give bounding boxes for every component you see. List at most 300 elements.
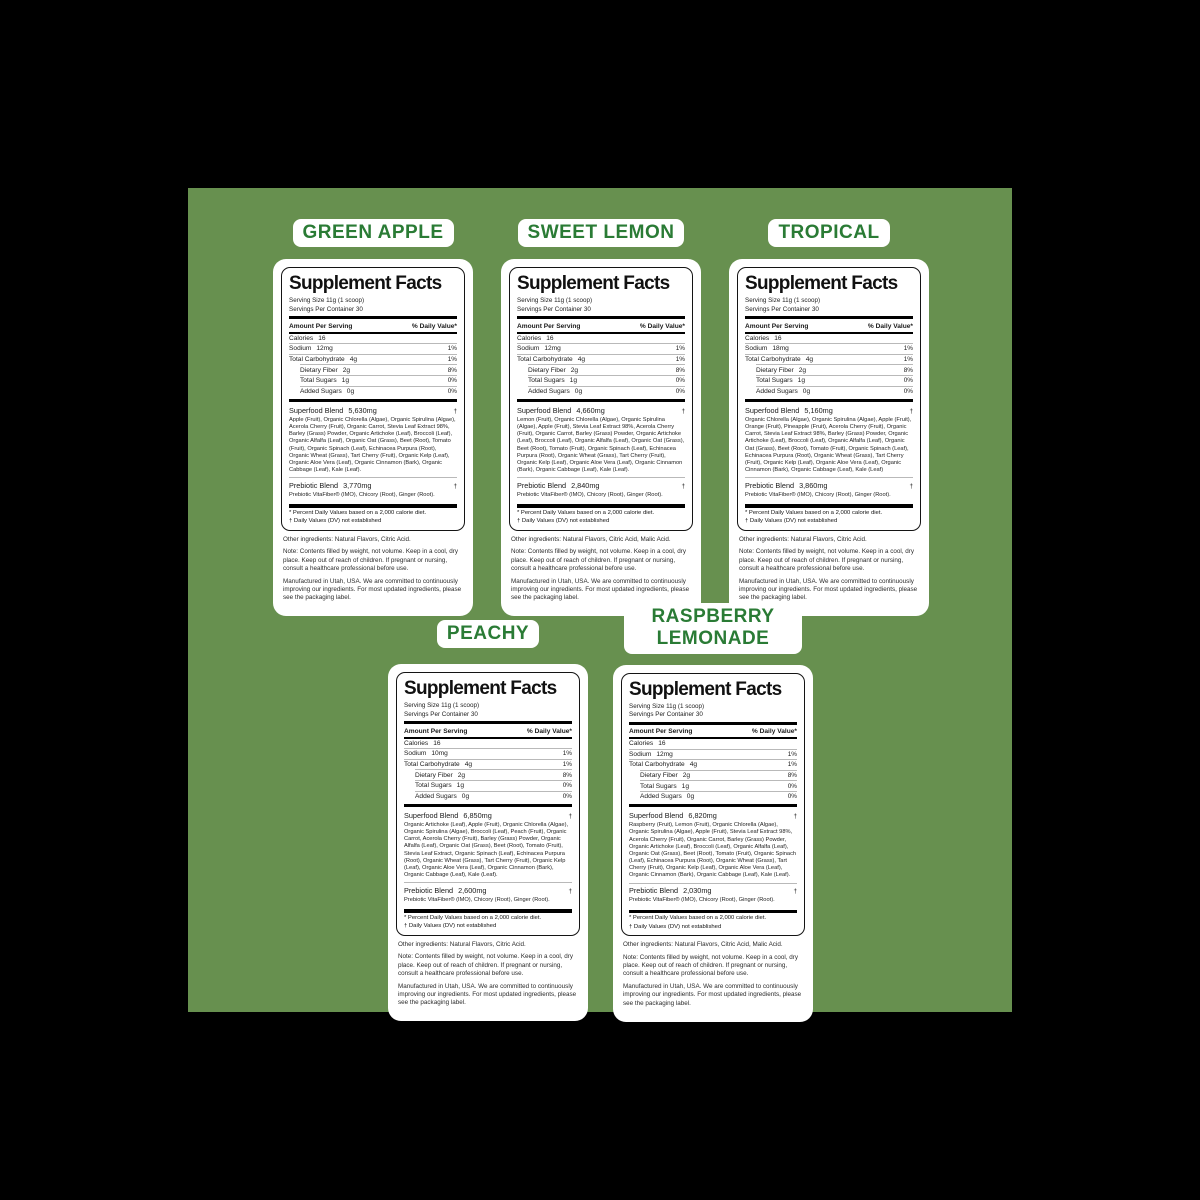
nutrient-label xyxy=(300,388,354,395)
servings-per-container: Servings Per Container 30 xyxy=(745,305,819,313)
label-fine-print xyxy=(281,531,465,603)
nutrient-label xyxy=(289,345,333,352)
blend-section xyxy=(629,883,797,908)
nutrient-row xyxy=(289,343,457,354)
serving-size: Serving Size 11g (1 scoop) xyxy=(289,297,365,305)
nutrient-amount: 12mg xyxy=(316,345,333,353)
thick-rule xyxy=(289,504,457,507)
other-ingredients: Other ingredients: Natural Flavors, Citric Acid. xyxy=(398,940,526,948)
blend-amount: 4,660mg xyxy=(576,405,605,415)
thick-rule xyxy=(404,721,572,724)
nutrient-row xyxy=(640,770,797,781)
blend-sections xyxy=(517,403,685,502)
nutrient-daily-value: 1% xyxy=(447,345,457,353)
thick-rule xyxy=(404,804,572,807)
supplement-facts-panel xyxy=(396,672,580,935)
thick-rule xyxy=(404,909,572,912)
blend-header xyxy=(745,403,913,417)
nutrient-label xyxy=(640,793,694,800)
supplement-facts-panel xyxy=(621,673,805,936)
nutrient-amount: 1g xyxy=(681,782,689,790)
label-fine-print xyxy=(621,936,805,1008)
nutrient-daily-value: 0% xyxy=(675,377,685,385)
blend-label xyxy=(404,811,492,820)
nutrient-row xyxy=(640,791,797,802)
nutrient-name: Calories xyxy=(404,739,429,747)
nutrient-row xyxy=(415,780,572,791)
nutrient-rows xyxy=(404,739,572,802)
note-text: Note: Contents filled by weight, not volume. Keep in a cool, dry place. Keep out of reach of children. If pregnant or nursing, consult a healthcare professional before use. xyxy=(398,953,574,977)
other-ingredients: Other ingredients: Natural Flavors, Citric Acid. xyxy=(283,535,411,543)
nutrient-label xyxy=(404,750,448,757)
nutrient-amount: 10mg xyxy=(431,750,448,758)
manufactured-text: Manufactured in Utah, USA. We are committed to continuously improving our ingredients. For most updated ingredients, please see the packaging label. xyxy=(739,577,918,602)
nutrient-name: Added Sugars xyxy=(300,387,342,395)
nutrient-rows xyxy=(745,334,913,397)
nutrient-daily-value: 0% xyxy=(787,793,797,801)
note-text: Note: Contents filled by weight, not volume. Keep in a cool, dry place. Keep out of reach of children. If pregnant or nursing, consult a healthcare professional before use. xyxy=(739,548,915,572)
thick-rule xyxy=(517,399,685,402)
blend-name: Prebiotic Blend xyxy=(517,480,567,490)
blend-sections xyxy=(289,403,457,502)
nutrient-daily-value: 0% xyxy=(787,782,797,790)
nutrient-row xyxy=(517,334,685,344)
blend-section xyxy=(745,403,913,477)
nutrient-label xyxy=(404,740,441,747)
footnote: * Percent Daily Values based on a 2,000 calorie diet. xyxy=(629,915,767,922)
nutrient-amount: 16 xyxy=(658,740,666,748)
blend-ingredients: Apple (Fruit), Organic Chlorella (Algae), Organic Spirulina (Algae), Acerola Cherry (Fruit), Organic Carrot, Stevia Leaf Extract 98%, Barley (Grass) Powder, Organic Artichoke (Leaf), Broccoli (Leaf), Organic Alfalfa (Leaf), Organic Oat (Grass), Beet (Root), Tomato (Fruit), Organic Spinach (Leaf), Echinacea Purpura (Root), Organic Wheat (Grass), Tart Cherry (Fruit), Organic Kelp (Leaf), Organic Aloe Vera (Leaf), Organic Cinnamon (Bark), Organic Cabbage (Leaf), Kale (Leaf). xyxy=(289,416,456,474)
supplement-card xyxy=(613,665,813,1022)
nutrient-row xyxy=(517,343,685,354)
nutrient-row xyxy=(745,334,913,344)
serving-size: Serving Size 11g (1 scoop) xyxy=(404,702,480,710)
nutrient-daily-value: 8% xyxy=(787,772,797,780)
blend-ingredients: Prebiotic VitaFiber® (IMO), Chicory (Root), Ginger (Root). xyxy=(745,491,891,498)
nutrient-row xyxy=(756,364,913,375)
nutrient-daily-value: 1% xyxy=(903,345,913,353)
blend-name: Prebiotic Blend xyxy=(404,885,454,895)
nutrient-amount: 1g xyxy=(569,377,577,385)
blend-header xyxy=(629,884,797,898)
nutrient-label xyxy=(640,772,690,779)
nutrient-name: Sodium xyxy=(517,345,540,353)
blend-section xyxy=(745,477,913,502)
nutrient-daily-value: 8% xyxy=(447,366,457,374)
nutrient-row xyxy=(415,769,572,780)
footnotes xyxy=(745,509,913,526)
blend-dagger: † xyxy=(909,407,913,415)
nutrient-daily-value: 1% xyxy=(675,345,685,353)
nutrient-amount: 4g xyxy=(464,761,473,769)
nutrient-name: Total Carbohydrate xyxy=(745,356,801,364)
blend-dagger: † xyxy=(568,812,572,820)
blend-name: Superfood Blend xyxy=(289,405,344,415)
nutrient-label xyxy=(629,751,673,758)
nutrient-name: Added Sugars xyxy=(640,793,682,801)
nutrient-label xyxy=(528,377,577,384)
blend-label xyxy=(404,886,487,895)
thick-rule xyxy=(745,504,913,507)
nutrient-name: Added Sugars xyxy=(528,387,570,395)
nutrient-row xyxy=(629,749,797,760)
supplement-facts-title: Supplement Facts xyxy=(404,678,557,700)
blend-amount: 6,820mg xyxy=(688,811,717,821)
blend-dagger: † xyxy=(681,407,685,415)
nutrient-daily-value: 1% xyxy=(675,356,685,364)
flavor-group xyxy=(729,219,929,616)
nutrient-row xyxy=(756,375,913,386)
thick-rule xyxy=(289,316,457,319)
nutrient-row xyxy=(404,759,572,770)
nutrient-name: Calories xyxy=(289,334,314,342)
nutrient-amount: 2g xyxy=(342,366,351,374)
nutrient-label xyxy=(745,345,789,352)
thick-rule xyxy=(517,504,685,507)
blend-label xyxy=(745,481,828,490)
nutrient-amount: 4g xyxy=(349,356,358,364)
blend-amount: 5,630mg xyxy=(348,405,377,415)
daily-value-header: % Daily Value* xyxy=(867,322,913,330)
amount-per-serving-header: Amount Per Serving xyxy=(404,727,468,735)
serving-size: Serving Size 11g (1 scoop) xyxy=(629,702,705,710)
blend-dagger: † xyxy=(453,482,457,490)
blend-amount: 3,860mg xyxy=(799,480,828,490)
blend-section xyxy=(289,403,457,477)
nutrient-row xyxy=(528,364,685,375)
nutrient-name: Total Sugars xyxy=(415,782,452,790)
nutrient-label xyxy=(528,367,578,374)
nutrient-row xyxy=(517,354,685,365)
facts-header-row xyxy=(517,321,685,332)
nutrient-label xyxy=(289,335,326,342)
flavor-title-badge xyxy=(768,219,889,247)
nutrient-daily-value: 0% xyxy=(447,387,457,395)
supplement-facts-panel xyxy=(509,267,693,530)
nutrient-amount: 16 xyxy=(546,334,554,342)
nutrient-amount: 0g xyxy=(802,387,811,395)
blend-label xyxy=(745,406,833,415)
nutrient-daily-value: 8% xyxy=(562,771,572,779)
servings-per-container: Servings Per Container 30 xyxy=(629,710,703,718)
label-fine-print xyxy=(396,936,580,1008)
nutrient-label xyxy=(528,388,582,395)
nutrient-daily-value: 1% xyxy=(787,761,797,769)
blend-sections xyxy=(404,808,572,907)
nutrient-label xyxy=(756,377,805,384)
thick-rule xyxy=(629,804,797,807)
nutrient-label xyxy=(300,377,349,384)
blend-dagger: † xyxy=(568,887,572,895)
nutrient-rows xyxy=(517,334,685,397)
blend-dagger: † xyxy=(453,407,457,415)
blend-ingredients: Organic Chlorella (Algae), Organic Spirulina (Algae), Apple (Fruit), Orange (Fruit), Pineapple (Fruit), Acerola Cherry (Fruit), Organic Carrot, Stevia Leaf Extract 98%, Barley (Grass) Powder, Organic Artichoke (Leaf), Broccoli (Leaf), Organic Alfalfa (Leaf), Organic Oat (Grass), Beet (Root), Tomato (Fruit), Organic Spinach (Leaf), Echinacea Purpura (Root), Organic Wheat (Grass), Tart Cherry (Fruit), Organic Kelp (Leaf), Organic Aloe Vera (Leaf), Organic Cinnamon (Bark), Organic Cabbage (Leaf), Kale (Leaf) xyxy=(745,416,912,474)
blend-ingredients: Prebiotic VitaFiber® (IMO), Chicory (Root), Ginger (Root). xyxy=(404,896,550,903)
nutrient-amount: 0g xyxy=(346,387,355,395)
blend-amount: 6,850mg xyxy=(463,810,492,820)
serving-size: Serving Size 11g (1 scoop) xyxy=(517,297,593,305)
nutrient-row xyxy=(300,364,457,375)
blend-header xyxy=(517,478,685,492)
nutrient-name: Total Sugars xyxy=(528,377,565,385)
nutrient-daily-value: 8% xyxy=(903,366,913,374)
blend-name: Superfood Blend xyxy=(517,405,572,415)
blend-amount: 2,840mg xyxy=(571,480,600,490)
blend-label xyxy=(289,406,377,415)
blend-name: Superfood Blend xyxy=(629,811,684,821)
nutrient-label xyxy=(517,335,554,342)
amount-per-serving-header: Amount Per Serving xyxy=(629,728,693,736)
flavor-title: TROPICAL xyxy=(778,222,880,243)
nutrient-row xyxy=(756,386,913,397)
nutrient-name: Total Sugars xyxy=(640,782,677,790)
blend-label xyxy=(517,406,605,415)
nutrient-amount: 1g xyxy=(341,377,349,385)
nutrient-label xyxy=(629,761,697,768)
nutrient-name: Calories xyxy=(517,334,542,342)
blend-header xyxy=(517,403,685,417)
facts-header-row xyxy=(745,321,913,332)
blend-header xyxy=(745,478,913,492)
thick-rule xyxy=(745,399,913,402)
nutrient-amount: 1g xyxy=(797,377,805,385)
amount-per-serving-header: Amount Per Serving xyxy=(517,322,581,330)
blend-header xyxy=(289,478,457,492)
footnote: * Percent Daily Values based on a 2,000 calorie diet. xyxy=(289,510,427,517)
nutrient-amount: 4g xyxy=(577,356,586,364)
nutrient-daily-value: 0% xyxy=(903,387,913,395)
nutrient-label xyxy=(300,367,350,374)
blend-name: Superfood Blend xyxy=(404,810,459,820)
blend-header xyxy=(629,809,797,823)
nutrient-row xyxy=(404,748,572,759)
flavor-title: PEACHY xyxy=(446,623,530,644)
flavor-title-badge xyxy=(293,219,454,247)
other-ingredients: Other ingredients: Natural Flavors, Citric Acid. xyxy=(739,535,867,543)
manufactured-text: Manufactured in Utah, USA. We are committed to continuously improving our ingredients. For most updated ingredients, please see the packaging label. xyxy=(283,577,462,602)
nutrient-daily-value: 1% xyxy=(787,750,797,758)
blend-amount: 5,160mg xyxy=(804,405,833,415)
footnotes xyxy=(629,914,797,931)
product-labels-panel xyxy=(188,188,1012,1012)
nutrient-row xyxy=(745,354,913,365)
daily-value-header: % Daily Value* xyxy=(411,322,457,330)
nutrient-row xyxy=(528,375,685,386)
blend-header xyxy=(404,808,572,822)
servings-per-container: Servings Per Container 30 xyxy=(517,305,591,313)
nutrient-daily-value: 0% xyxy=(562,792,572,800)
footnote: † Daily Values (DV) not established xyxy=(517,518,610,525)
manufactured-text: Manufactured in Utah, USA. We are committed to continuously improving our ingredients. For most updated ingredients, please see the packaging label. xyxy=(511,577,690,602)
blend-sections xyxy=(629,809,797,908)
nutrient-label xyxy=(745,356,813,363)
flavor-group xyxy=(388,620,588,1021)
servings-per-container: Servings Per Container 30 xyxy=(404,710,478,718)
nutrient-amount: 12mg xyxy=(656,750,673,758)
nutrient-name: Sodium xyxy=(404,750,427,758)
blend-name: Superfood Blend xyxy=(745,405,800,415)
flavor-title: GREEN APPLE xyxy=(302,222,444,243)
flavor-title-badge xyxy=(437,620,539,648)
footnotes xyxy=(517,509,685,526)
supplement-facts-title: Supplement Facts xyxy=(629,678,782,700)
nutrient-name: Total Carbohydrate xyxy=(517,356,573,364)
blend-label xyxy=(289,481,372,490)
nutrient-rows xyxy=(289,334,457,397)
nutrient-label xyxy=(289,356,357,363)
nutrient-amount: 18mg xyxy=(772,345,789,353)
nutrient-name: Total Sugars xyxy=(300,377,337,385)
nutrient-label xyxy=(517,345,561,352)
nutrient-amount: 2g xyxy=(682,772,691,780)
blend-amount: 2,030mg xyxy=(683,886,712,896)
thick-rule xyxy=(517,316,685,319)
supplement-facts-panel xyxy=(737,267,921,530)
nutrient-name: Dietary Fiber xyxy=(756,366,794,374)
nutrient-label xyxy=(404,761,472,768)
nutrient-daily-value: 8% xyxy=(675,366,685,374)
nutrient-row xyxy=(300,375,457,386)
blend-ingredients: Prebiotic VitaFiber® (IMO), Chicory (Root), Ginger (Root). xyxy=(629,897,775,904)
blend-label xyxy=(629,811,717,820)
facts-header-row xyxy=(404,726,572,737)
nutrient-amount: 2g xyxy=(570,366,579,374)
nutrient-daily-value: 1% xyxy=(562,761,572,769)
blend-section xyxy=(517,403,685,477)
blend-section xyxy=(404,882,572,907)
flavor-title: SWEET LEMON xyxy=(527,222,675,243)
nutrient-label xyxy=(415,793,469,800)
blend-dagger: † xyxy=(793,813,797,821)
nutrient-name: Calories xyxy=(629,740,654,748)
amount-per-serving-header: Amount Per Serving xyxy=(745,322,809,330)
nutrient-row xyxy=(289,354,457,365)
serving-size: Serving Size 11g (1 scoop) xyxy=(745,297,821,305)
nutrient-rows xyxy=(629,739,797,802)
footnote: * Percent Daily Values based on a 2,000 calorie diet. xyxy=(404,915,542,922)
blend-dagger: † xyxy=(681,482,685,490)
blend-amount: 2,600mg xyxy=(458,885,487,895)
nutrient-name: Sodium xyxy=(629,750,652,758)
nutrient-amount: 1g xyxy=(456,782,464,790)
blend-ingredients: Lemon (Fruit), Organic Chlorella (Algae), Organic Spirulina (Algae), Apple (Fruit), Stevia Leaf Extract 98%, Acerola Cherry (Fruit), Organic Carrot, Barley (Grass) Powder, Organic Artichoke (Leaf), Broccoli (Leaf), Organic Alfalfa (Leaf), Organic Oat (Grass), Beet (Root), Tomato (Fruit), Organic Spinach (Leaf), Echinacea Purpura (Root), Organic Wheat (Grass), Tart Cherry (Fruit), Organic Kelp (Leaf), Organic Aloe Vera (Leaf), Organic Cinnamon (Bark), Organic Cabbage (Leaf), Kale (Leaf). xyxy=(517,416,685,474)
nutrient-label xyxy=(640,783,689,790)
nutrient-name: Total Carbohydrate xyxy=(404,761,460,769)
thick-rule xyxy=(629,910,797,913)
blend-header xyxy=(289,403,457,417)
manufactured-text: Manufactured in Utah, USA. We are committed to continuously improving our ingredients. For most updated ingredients, please see the packaging label. xyxy=(398,982,577,1007)
nutrient-daily-value: 0% xyxy=(562,782,572,790)
nutrient-name: Total Sugars xyxy=(756,377,793,385)
nutrient-row xyxy=(640,780,797,791)
daily-value-header: % Daily Value* xyxy=(526,727,572,735)
nutrient-amount: 16 xyxy=(774,334,782,342)
manufactured-text: Manufactured in Utah, USA. We are committed to continuously improving our ingredients. For most updated ingredients, please see the packaging label. xyxy=(623,983,802,1007)
nutrient-amount: 16 xyxy=(318,334,326,342)
nutrient-daily-value: 0% xyxy=(675,387,685,395)
blend-name: Prebiotic Blend xyxy=(289,480,339,490)
nutrient-amount: 12mg xyxy=(544,345,561,353)
nutrient-row xyxy=(629,739,797,749)
amount-per-serving-header: Amount Per Serving xyxy=(289,322,353,330)
footnote: † Daily Values (DV) not established xyxy=(404,923,497,930)
nutrient-name: Dietary Fiber xyxy=(415,771,453,779)
blend-ingredients: Raspberry (Fruit), Lemon (Fruit), Organic Chlorella (Algae), Organic Spirulina (Algae), Apple (Fruit), Stevia Leaf Extract 98%, Acerola Cherry (Fruit), Organic Carrot, Barley (Grass) Powder, Organic Artichoke (Leaf), Broccoli (Leaf), Organic Alfalfa (Leaf), Organic Oat (Grass), Beet (Root), Tomato (Fruit), Organic Spinach (Leaf), Echinacea Purpura (Root), Organic Wheat (Grass), Tart Cherry (Fruit), Organic Kelp (Leaf), Organic Aloe Vera (Leaf), Organic Cinnamon (Bark), Organic Cabbage (Leaf), Kale (Leaf). xyxy=(629,822,797,879)
nutrient-daily-value: 1% xyxy=(562,750,572,758)
nutrient-label xyxy=(415,772,465,779)
footnote: † Daily Values (DV) not established xyxy=(289,518,382,525)
nutrient-amount: 2g xyxy=(798,366,807,374)
nutrient-row xyxy=(629,759,797,770)
nutrient-name: Total Carbohydrate xyxy=(629,761,685,769)
flavor-title-badge xyxy=(518,219,685,247)
nutrient-amount: 16 xyxy=(433,739,441,747)
nutrient-row xyxy=(289,334,457,344)
nutrient-row xyxy=(415,791,572,802)
blend-section xyxy=(629,809,797,883)
supplement-facts-title: Supplement Facts xyxy=(517,273,670,295)
nutrient-amount: 0g xyxy=(686,793,695,801)
supplement-card xyxy=(729,259,929,616)
thick-rule xyxy=(629,722,797,725)
servings-per-container: Servings Per Container 30 xyxy=(289,305,363,313)
thick-rule xyxy=(289,399,457,402)
blend-sections xyxy=(745,403,913,502)
blend-dagger: † xyxy=(793,888,797,896)
nutrient-label xyxy=(629,740,666,747)
footnote: † Daily Values (DV) not established xyxy=(745,518,838,525)
blend-section xyxy=(289,477,457,502)
footnotes xyxy=(404,914,572,931)
blend-dagger: † xyxy=(909,482,913,490)
flavor-group xyxy=(501,219,701,616)
blend-header xyxy=(404,883,572,897)
footnotes xyxy=(289,509,457,526)
nutrient-name: Sodium xyxy=(745,345,768,353)
blend-ingredients: Organic Artichoke (Leaf), Apple (Fruit), Organic Chlorella (Algae), Organic Spirulina (Algae), Broccoli (Leaf), Peach (Fruit), Organic Carrot, Acerola Cherry (Fruit), Barley (Grass) Powder, Organic Alfalfa (Leaf), Organic Oat (Grass), Beet (Root), Tomato (Fruit), Stevia Leaf Extract, Organic Spinach (Leaf), Echinacea Purpura (Root), Organic Wheat (Grass), Tart Cherry (Fruit), Organic Kelp (Leaf), Organic Aloe Vera (Leaf), Organic Cinnamon (Bark), Organic Cabbage (Leaf), Kale (Leaf). xyxy=(404,821,569,879)
facts-header-row xyxy=(629,726,797,737)
blend-name: Prebiotic Blend xyxy=(629,886,679,896)
nutrient-name: Total Carbohydrate xyxy=(289,356,345,364)
nutrient-label xyxy=(756,367,806,374)
nutrient-amount: 0g xyxy=(574,387,583,395)
blend-label xyxy=(629,886,712,895)
nutrient-row xyxy=(745,343,913,354)
blend-ingredients: Prebiotic VitaFiber® (IMO), Chicory (Root), Ginger (Root). xyxy=(517,491,663,498)
nutrient-name: Added Sugars xyxy=(415,792,457,800)
supplement-facts-title: Supplement Facts xyxy=(289,273,442,295)
label-fine-print xyxy=(509,531,693,603)
footnote: * Percent Daily Values based on a 2,000 calorie diet. xyxy=(517,510,655,517)
nutrient-amount: 4g xyxy=(805,356,814,364)
nutrient-name: Sodium xyxy=(289,345,312,353)
nutrient-row xyxy=(300,386,457,397)
blend-name: Prebiotic Blend xyxy=(745,480,795,490)
nutrient-daily-value: 0% xyxy=(447,377,457,385)
label-fine-print xyxy=(737,531,921,603)
flavor-title: RASPBERRY LEMONADE xyxy=(651,606,775,650)
thick-rule xyxy=(745,316,913,319)
daily-value-header: % Daily Value* xyxy=(639,322,685,330)
flavor-title-badge xyxy=(624,603,802,654)
flavor-group xyxy=(273,219,473,616)
nutrient-name: Calories xyxy=(745,334,770,342)
note-text: Note: Contents filled by weight, not volume. Keep in a cool, dry place. Keep out of reach of children. If pregnant or nursing, consult a healthcare professional before use. xyxy=(623,953,799,978)
blend-section xyxy=(404,808,572,882)
nutrient-name: Dietary Fiber xyxy=(300,366,338,374)
other-ingredients: Other ingredients: Natural Flavors, Citric Acid, Malic Acid. xyxy=(623,940,783,948)
nutrient-daily-value: 1% xyxy=(903,356,913,364)
